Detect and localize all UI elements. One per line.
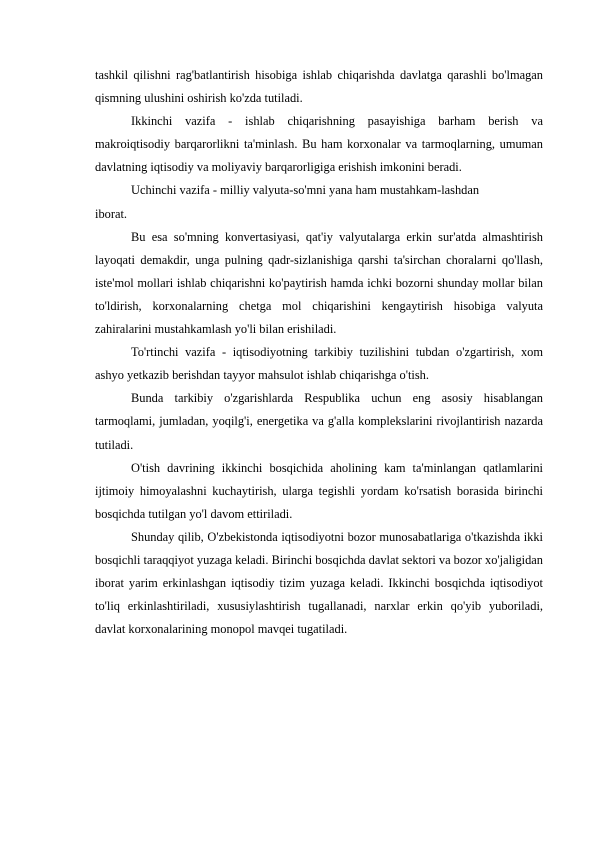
paragraph: iborat. [95, 206, 127, 221]
paragraph: Bu esa so'mning konvertasiyasi, qat'iy valyutalarga erkin sur'atda almashtirish layoqati demakdir, unga pulning qadr-sizlanishiga qarshi ta'sirchan choralarni qo'llash, iste'mol mollari ishlab chiqarishni ko'paytirish hamda ichki bozorni shunday mollar bilan to'ldirish, korxonalarning chetga mol chiqarishini kengaytirish hisobiga valyuta zahiralarini mustahkamlash yo'li bilan erishiladi. [95, 229, 543, 337]
paragraph: O'tish davrining ikkinchi bosqichida aholining kam ta'minlangan qatlamlarini ijtimoiy himoyalashni kuchaytirish, ularga tegishli yordam ko'rsatish borasida birinchi bosqichda tutilgan yo'l davom ettiriladi. [95, 460, 543, 521]
paragraph: Uchinchi vazifa - milliy valyuta-so'mni yana ham mustahkam-lashdan [131, 183, 480, 198]
paragraph: Shunday qilib, O'zbekistonda iqtisodiyotni bozor munosabatlariga o'tkazishda ikki bosqichli taraqqiyot yuzaga keladi. Birinchi bosqichda davlat sektori va bozor xo'jaligidan iborat yarim erkinlashgan iqtisodiy tizim yuzaga keladi. Ikkinchi bosqichda iqtisodiyot to'liq erkinlashtiriladi, xususiylashtirish tugallanadi, narxlar erkin qo'yib yuboriladi, davlat korxonalarining monopol mavqei tugatiladi. [95, 529, 543, 637]
paragraph: tashkil qilishni rag'batlantirish hisobiga ishlab chiqarishda davlatga qarashli bo'lmagan qismning ulushini oshirish ko'zda tutiladi. [95, 68, 543, 106]
paragraph: To'rtinchi vazifa - iqtisodiyotning tarkibiy tuzilishini tubdan o'zgartirish, xom ashyo yetkazib berishdan tayyor mahsulot ishlab chiqarishga o'tish. [95, 345, 543, 383]
paragraph: Bunda tarkibiy o'zgarishlarda Respublika uchun eng asosiy hisablangan tarmoqlami, jumladan, yoqilg'i, energetika va g'alla komplekslarini rivojlantirish nazarda tutiladi. [95, 391, 543, 452]
document-page [95, 64, 543, 641]
paragraph: Ikkinchi vazifa - ishlab chiqarishning pasayishiga barham berish va makroiqtisodiy barqarorlikni ta'minlash. Bu ham korxonalar va tarmoqlarning, umuman davlatning iqtisodiy va moliyaviy barqarorligiga erishish imkonini beradi. [95, 114, 543, 175]
